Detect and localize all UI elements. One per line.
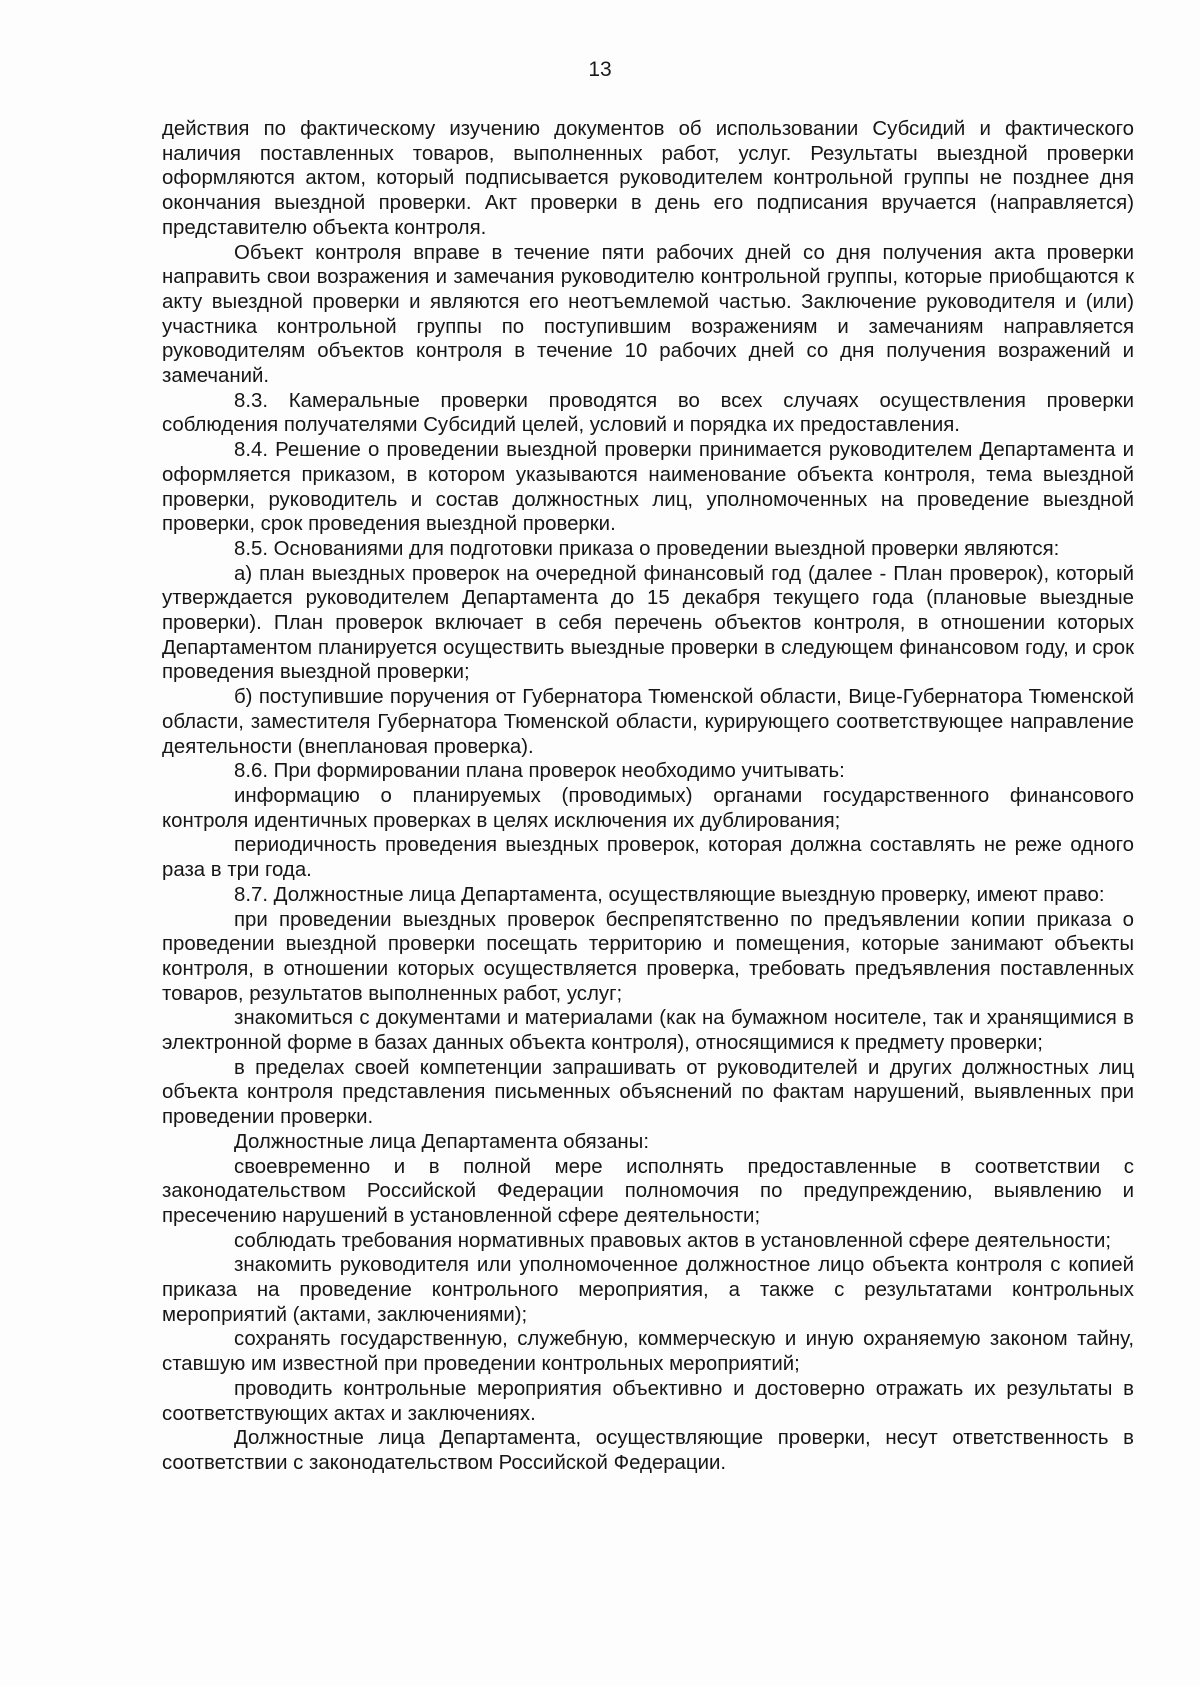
paragraph: своевременно и в полной мере исполнять предоставленные в соответствии с законодательством Российской Федерации полномочия по предупреждению, выявлению и пресечению нарушений в установленной сфере деятельности; [162, 1155, 1134, 1227]
paragraph: 8.5. Основаниями для подготовки приказа о проведении выездной проверки являются: [234, 537, 1060, 560]
paragraph: соблюдать требования нормативных правовых актов в установленной сфере деятельности; [234, 1229, 1112, 1252]
paragraph: б) поступившие поручения от Губернатора Тюменской области, Вице-Губернатора Тюменской области, заместителя Губернатора Тюменской области, курирующего соответствующее направление деятельности (внеплановая проверка). [162, 686, 1134, 758]
paragraph: 8.6. При формировании плана проверок необходимо учитывать: [234, 760, 845, 783]
paragraph: проводить контрольные мероприятия объективно и достоверно отражать их результаты в соответствующих актах и заключениях. [162, 1377, 1134, 1425]
paragraph: сохранять государственную, служебную, коммерческую и иную охраняемую законом тайну, ставшую им известной при проведении контрольных мероприятий; [162, 1328, 1134, 1376]
paragraph: периодичность проведения выездных проверок, которая должна составлять не реже одного раза в три года. [162, 834, 1134, 882]
paragraph: знакомиться с документами и материалами (как на бумажном носителе, так и хранящимися в электронной форме в базах данных объекта контроля), относящимися к предмету проверки; [162, 1007, 1134, 1055]
paragraph: 8.7. Должностные лица Департамента, осуществляющие выездную проверку, имеют право: [234, 883, 1105, 906]
paragraph: Должностные лица Департамента, осуществляющие проверки, несут ответственность в соответствии с законодательством Российской Федерации. [162, 1427, 1134, 1474]
document-body [162, 117, 1134, 1476]
paragraph: 8.4. Решение о проведении выездной проверки принимается руководителем Департамента и оформляется приказом, в котором указываются наименование объекта контроля, тема выездной проверки, руководитель и состав должностных лиц, уполномоченных на проведение выездной проверки, срок проведения выездной проверки. [162, 439, 1134, 536]
paragraph: 8.3. Камеральные проверки проводятся во всех случаях осуществления проверки соблюдения получателями Субсидий целей, условий и порядка их предоставления. [162, 389, 1134, 437]
paragraph: знакомить руководителя или уполномоченное должностное лицо объекта контроля с копией приказа на проведение контрольного мероприятия, а также с результатами контрольных мероприятий (актами, заключениями); [162, 1254, 1134, 1326]
page-number: 13 [588, 58, 612, 81]
paragraph: Должностные лица Департамента обязаны: [234, 1130, 649, 1153]
paragraph: информацию о планируемых (проводимых) органами государственного финансового контроля идентичных проверках в целях исключения их дублирования; [162, 784, 1134, 832]
paragraph: при проведении выездных проверок беспрепятственно по предъявлении копии приказа о проведении выездной проверки посещать территорию и помещения, которые занимают объекты контроля, в отношении которых осуществляется проверка, требовать предъявления поставленных товаров, результатов выполненных работ, услуг; [162, 908, 1134, 1005]
paragraph: Объект контроля вправе в течение пяти рабочих дней со дня получения акта проверки направить свои возражения и замечания руководителю контрольной группы, которые приобщаются к акту выездной проверки и являются его неотъемлемой частью. Заключение руководителя и (или) участника контрольной группы по поступившим возражениям и замечаниям направляется руководителям объектов контроля в течение 10 рабочих дней со дня получения возражений и замечаний. [162, 241, 1134, 388]
paragraph: в пределах своей компетенции запрашивать от руководителей и других должностных лиц объекта контроля представления письменных объяснений по фактам нарушений, выявленных при проведении проверки. [162, 1056, 1134, 1129]
paragraph: действия по фактическому изучению документов об использовании Субсидий и фактического наличия поставленных товаров, выполненных работ, услуг. Результаты выездной проверки оформляются актом, который подписывается руководителем контрольной группы не позднее дня окончания выездной проверки. Акт проверки в день его подписания вручается (направляется) представителю объекта контроля. [162, 118, 1134, 239]
paragraph: а) план выездных проверок на очередной финансовый год (далее - План проверок), который утверждается руководителем Департамента до 15 декабря текущего года (плановые выездные проверки). План проверок включает в себя перечень объектов контроля, в отношении которых Департаментом планируется осуществить выездные проверки в следующем финансовом году, и срок проведения выездной проверки; [162, 562, 1134, 684]
